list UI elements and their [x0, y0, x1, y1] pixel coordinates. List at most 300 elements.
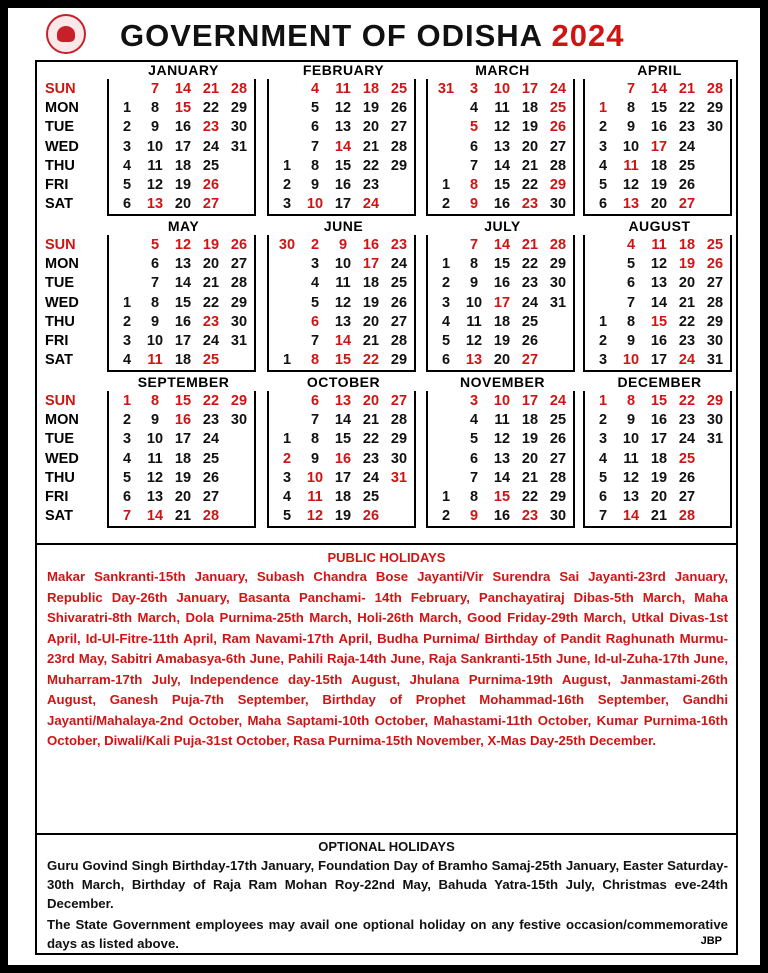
- date-cell: 27: [390, 313, 408, 330]
- date-cell: 9: [310, 450, 320, 467]
- week-row-thu: [585, 312, 730, 331]
- date-cell: 17: [174, 431, 192, 448]
- date-cell: 2: [122, 313, 132, 330]
- date-cell: 21: [174, 508, 192, 525]
- header: [8, 8, 760, 64]
- week-row-fri: [269, 175, 414, 194]
- date-cell: 3: [441, 294, 451, 311]
- date-cell: 1: [598, 99, 608, 116]
- date-cell: 31: [549, 294, 567, 311]
- date-cell: 9: [469, 275, 479, 292]
- date-cell: 4: [626, 236, 636, 253]
- date-cell: 29: [549, 177, 567, 194]
- date-cell: 24: [390, 255, 408, 272]
- month-august: [583, 218, 732, 372]
- date-cell: 1: [598, 392, 608, 409]
- date-cell: 7: [150, 80, 160, 97]
- week-row-mon: [428, 254, 573, 273]
- date-cell: 16: [362, 236, 380, 253]
- day-names-column: [45, 79, 105, 214]
- week-row-sun: [269, 235, 414, 254]
- date-cell: 17: [521, 80, 539, 97]
- date-cell: 18: [650, 450, 668, 467]
- week-row-tue: [269, 274, 414, 293]
- date-cell: 24: [678, 352, 696, 369]
- date-cell: 7: [469, 157, 479, 174]
- date-cell: 22: [362, 157, 380, 174]
- public-holidays-heading: PUBLIC HOLIDAYS: [327, 550, 446, 565]
- date-cell: 30: [230, 119, 248, 136]
- week-row-sat: [109, 195, 254, 214]
- day-name-sun: SUN: [45, 236, 76, 253]
- date-cell: 1: [282, 157, 292, 174]
- month-name: SEPTEMBER: [137, 374, 230, 390]
- date-cell: 23: [202, 411, 220, 428]
- week-row-fri: [109, 487, 254, 506]
- date-cell: 28: [202, 508, 220, 525]
- date-cell: 20: [493, 352, 511, 369]
- date-cell: 20: [362, 119, 380, 136]
- date-cell: 21: [650, 508, 668, 525]
- date-cell: 23: [678, 333, 696, 350]
- date-cell: 1: [441, 177, 451, 194]
- date-cell: 16: [493, 275, 511, 292]
- date-cell: 7: [598, 508, 608, 525]
- date-cell: 22: [521, 177, 539, 194]
- date-cell: 21: [202, 80, 220, 97]
- date-cell: 31: [437, 80, 455, 97]
- date-cell: 17: [650, 138, 668, 155]
- date-cell: 3: [282, 196, 292, 213]
- month-name: MAY: [167, 218, 200, 234]
- week-row-tue: [585, 118, 730, 137]
- date-cell: 15: [334, 431, 352, 448]
- calendar-frame: [35, 60, 738, 955]
- date-cell: 15: [493, 489, 511, 506]
- date-cell: 2: [598, 333, 608, 350]
- date-cell: 18: [521, 411, 539, 428]
- date-cell: 3: [469, 80, 479, 97]
- date-cell: 18: [334, 489, 352, 506]
- date-cell: 15: [334, 352, 352, 369]
- week-row-wed: [428, 449, 573, 468]
- week-row-fri: [269, 487, 414, 506]
- date-cell: 6: [310, 313, 320, 330]
- date-cell: 23: [521, 196, 539, 213]
- date-cell: 19: [174, 177, 192, 194]
- date-cell: 15: [650, 392, 668, 409]
- date-cell: 10: [622, 352, 640, 369]
- date-cell: 14: [650, 294, 668, 311]
- date-cell: 14: [146, 508, 164, 525]
- date-cell: 31: [390, 469, 408, 486]
- week-row-mon: [109, 98, 254, 117]
- date-cell: 26: [678, 469, 696, 486]
- date-cell: 4: [598, 157, 608, 174]
- month-name: OCTOBER: [306, 374, 381, 390]
- date-cell: 30: [706, 333, 724, 350]
- date-cell: 2: [282, 177, 292, 194]
- date-cell: 16: [334, 450, 352, 467]
- date-cell: 25: [678, 450, 696, 467]
- odisha-emblem-icon: [46, 14, 86, 54]
- date-cell: 9: [626, 333, 636, 350]
- week-row-sun: [269, 79, 414, 98]
- date-cell: 11: [147, 352, 163, 369]
- week-row-sun: [585, 391, 730, 410]
- date-cell: 27: [549, 450, 567, 467]
- date-cell: 29: [390, 431, 408, 448]
- date-cell: 10: [146, 333, 164, 350]
- date-cell: 19: [650, 177, 668, 194]
- day-names-column: [45, 391, 105, 526]
- date-cell: 23: [521, 508, 539, 525]
- week-row-sat: [585, 507, 730, 526]
- date-cell: 20: [650, 489, 668, 506]
- date-cell: 15: [493, 255, 511, 272]
- date-cell: 4: [122, 157, 132, 174]
- week-row-sat: [428, 195, 573, 214]
- day-name-thu: THU: [45, 469, 75, 486]
- date-cell: 19: [174, 469, 192, 486]
- week-row-fri: [109, 331, 254, 350]
- date-cell: 20: [174, 196, 192, 213]
- date-cell: 2: [122, 119, 132, 136]
- date-cell: 24: [202, 431, 220, 448]
- date-cell: 13: [622, 489, 640, 506]
- date-cell: 20: [174, 489, 192, 506]
- date-cell: 23: [202, 119, 220, 136]
- optional-holidays-heading: OPTIONAL HOLIDAYS: [318, 839, 455, 854]
- date-cell: 10: [146, 431, 164, 448]
- week-row-sun: [428, 391, 573, 410]
- date-cell: 28: [390, 138, 408, 155]
- date-cell: 24: [202, 138, 220, 155]
- date-cell: 10: [493, 80, 511, 97]
- date-cell: 25: [202, 450, 220, 467]
- week-row-sat: [269, 195, 414, 214]
- date-cell: 3: [122, 138, 132, 155]
- signature-initials: JBP: [700, 935, 722, 947]
- date-cell: 24: [549, 392, 567, 409]
- day-name-wed: WED: [45, 450, 79, 467]
- week-row-wed: [269, 449, 414, 468]
- date-cell: 5: [626, 255, 636, 272]
- date-cell: 9: [150, 119, 160, 136]
- week-row-mon: [109, 254, 254, 273]
- week-row-wed: [428, 137, 573, 156]
- date-cell: 16: [650, 333, 668, 350]
- date-cell: 15: [334, 157, 352, 174]
- date-cell: 24: [549, 80, 567, 97]
- date-cell: 8: [469, 177, 479, 194]
- date-cell: 8: [469, 489, 479, 506]
- date-cell: 23: [202, 313, 220, 330]
- day-names-column: [45, 235, 105, 370]
- date-cell: 9: [469, 196, 479, 213]
- date-cell: 9: [150, 313, 160, 330]
- title-text: GOVERNMENT OF ODISHA: [120, 18, 542, 53]
- month-name: APRIL: [637, 62, 682, 78]
- date-cell: 3: [598, 431, 608, 448]
- date-cell: 15: [174, 99, 192, 116]
- public-holidays-section: [37, 543, 736, 831]
- date-cell: 19: [362, 294, 380, 311]
- date-cell: 12: [334, 99, 352, 116]
- date-cell: 22: [202, 294, 220, 311]
- day-name-sun: SUN: [45, 392, 76, 409]
- date-cell: 24: [678, 138, 696, 155]
- date-cell: 14: [334, 411, 352, 428]
- date-cell: 4: [441, 313, 451, 330]
- week-row-sun: [585, 79, 730, 98]
- date-cell: 23: [362, 450, 380, 467]
- date-cell: 12: [622, 177, 640, 194]
- date-cell: 25: [549, 99, 567, 116]
- date-cell: 23: [390, 236, 408, 253]
- date-cell: 12: [650, 255, 668, 272]
- day-name-tue: TUE: [45, 275, 74, 292]
- date-cell: 9: [626, 411, 636, 428]
- date-cell: 12: [146, 177, 164, 194]
- date-cell: 16: [174, 119, 192, 136]
- date-cell: 5: [469, 119, 479, 136]
- date-cell: 22: [362, 431, 380, 448]
- date-cell: 22: [521, 255, 539, 272]
- month-november: [426, 374, 575, 528]
- date-cell: 12: [622, 469, 640, 486]
- week-row-sat: [428, 351, 573, 370]
- public-holidays-text: Makar Sankranti-15th January, Subash Chandra Bose Jayanti/Vir Surendra Sai Jayanti-23rd January, Republic Day-26th January, Basanta Panchami- 14th February, Panchayatiraj Dibas-5th March, Maha Shivaratri-8th March, Dola Purnima-25th March, Holi-26th March, Good Friday-29th March, Utkal Divas-1st April, Id-Ul-Fitre-11th April, Ram Navami-17th April, Budha Purnima/ Birthday of Pandit Raghunath Murmu-23rd May, Sabitri Amabasya-6th June, Pahili Raja-14th June, Raja Sankranti-15th June, Id-ul-Zuha-17th June, Muharram-17th July, Independence day-15th August, Jhulana Purnima-19th August, Janmastami-26th August, Ganesh Puja-7th September, Birthday of Prophet Mohammad-16th September, Gandhi Jayanti/Mahalaya-2nd October, Maha Saptami-10th October, Mahastami-11th October, Kumar Purnima-16th October, Diwali/Kali Puja-31st October, Rasa Purnima-15th November, X-Mas Day-25th December.: [47, 569, 728, 748]
- date-cell: 2: [598, 119, 608, 136]
- week-row-sat: [269, 507, 414, 526]
- date-cell: 16: [493, 508, 511, 525]
- date-cell: 3: [282, 469, 292, 486]
- week-row-tue: [428, 118, 573, 137]
- date-cell: 24: [678, 431, 696, 448]
- date-cell: 4: [469, 411, 479, 428]
- date-cell: 27: [521, 352, 539, 369]
- optional-holidays-section: [37, 833, 736, 953]
- date-cell: 16: [493, 196, 511, 213]
- date-cell: 30: [230, 313, 248, 330]
- date-cell: 13: [622, 196, 640, 213]
- date-cell: 28: [549, 469, 567, 486]
- date-cell: 22: [202, 392, 220, 409]
- date-cell: 27: [549, 138, 567, 155]
- date-cell: 25: [390, 275, 408, 292]
- date-cell: 14: [493, 236, 511, 253]
- date-cell: 25: [362, 489, 380, 506]
- date-cell: 23: [362, 177, 380, 194]
- date-cell: 2: [441, 508, 451, 525]
- day-name-sun: SUN: [45, 80, 76, 97]
- date-cell: 26: [521, 333, 539, 350]
- date-cell: 28: [230, 275, 248, 292]
- week-row-wed: [585, 293, 730, 312]
- day-name-mon: MON: [45, 255, 79, 272]
- day-name-mon: MON: [45, 411, 79, 428]
- day-name-sat: SAT: [45, 352, 73, 369]
- month-name: JULY: [484, 218, 521, 234]
- date-cell: 17: [521, 392, 539, 409]
- date-cell: 5: [122, 177, 132, 194]
- date-cell: 13: [146, 196, 164, 213]
- date-cell: 21: [362, 333, 380, 350]
- date-cell: 19: [521, 431, 539, 448]
- date-cell: 22: [521, 489, 539, 506]
- date-cell: 17: [493, 294, 511, 311]
- month-october: [267, 374, 416, 528]
- date-cell: 7: [150, 275, 160, 292]
- date-cell: 4: [310, 80, 320, 97]
- date-cell: 30: [549, 508, 567, 525]
- title-year: 2024: [551, 18, 625, 53]
- date-cell: 6: [598, 196, 608, 213]
- date-cell: 26: [678, 177, 696, 194]
- week-row-wed: [269, 293, 414, 312]
- day-name-tue: TUE: [45, 119, 74, 136]
- date-cell: 14: [174, 80, 192, 97]
- date-cell: 17: [334, 469, 352, 486]
- date-cell: 15: [650, 313, 668, 330]
- date-cell: 5: [598, 469, 608, 486]
- date-cell: 6: [122, 489, 132, 506]
- date-cell: 18: [678, 236, 696, 253]
- date-cell: 27: [202, 489, 220, 506]
- date-cell: 7: [310, 333, 320, 350]
- week-row-wed: [428, 293, 573, 312]
- date-cell: 30: [549, 275, 567, 292]
- date-cell: 7: [626, 294, 636, 311]
- date-cell: 31: [230, 333, 248, 350]
- date-cell: 8: [150, 294, 160, 311]
- week-row-tue: [428, 430, 573, 449]
- date-cell: 9: [469, 508, 479, 525]
- date-cell: 28: [549, 236, 567, 253]
- month-december: [583, 374, 732, 528]
- date-cell: 24: [362, 196, 380, 213]
- month-name: DECEMBER: [617, 374, 702, 390]
- date-cell: 20: [202, 255, 220, 272]
- date-cell: 25: [706, 236, 724, 253]
- date-cell: 13: [493, 450, 511, 467]
- date-cell: 21: [678, 80, 696, 97]
- date-cell: 11: [466, 313, 482, 330]
- date-cell: 12: [493, 431, 511, 448]
- date-cell: 30: [230, 411, 248, 428]
- week-row-thu: [269, 312, 414, 331]
- date-cell: 19: [334, 508, 352, 525]
- date-cell: 14: [650, 80, 668, 97]
- date-cell: 9: [338, 236, 348, 253]
- optional-holidays-note: The State Government employees may avail one optional holiday on any festive occasion/commemorative days as listed above.: [47, 917, 728, 951]
- week-row-tue: [109, 274, 254, 293]
- week-row-tue: [585, 274, 730, 293]
- date-cell: 13: [493, 138, 511, 155]
- date-cell: 18: [174, 450, 192, 467]
- date-cell: 31: [706, 431, 724, 448]
- date-cell: 2: [122, 411, 132, 428]
- week-row-tue: [109, 118, 254, 137]
- date-cell: 29: [549, 489, 567, 506]
- date-cell: 16: [174, 313, 192, 330]
- date-cell: 10: [622, 138, 640, 155]
- date-cell: 21: [521, 469, 539, 486]
- date-cell: 17: [174, 333, 192, 350]
- date-cell: 10: [306, 469, 324, 486]
- month-march: [426, 62, 575, 216]
- week-row-tue: [428, 274, 573, 293]
- date-cell: 27: [390, 119, 408, 136]
- date-cell: 7: [469, 236, 479, 253]
- date-cell: 6: [598, 489, 608, 506]
- optional-holidays-text: Guru Govind Singh Birthday-17th January, Foundation Day of Bramho Samaj-25th January, Easter Saturday-30th March, Birthday of Raja Ram Mohan Roy-22nd May, Bahuda Yatra-15th July, Christmas eve-24th December.: [47, 858, 728, 911]
- week-row-mon: [585, 410, 730, 429]
- week-row-fri: [585, 175, 730, 194]
- date-cell: 20: [362, 392, 380, 409]
- date-cell: 10: [306, 196, 324, 213]
- month-name: JUNE: [323, 218, 364, 234]
- month-september: [107, 374, 256, 528]
- date-cell: 8: [626, 99, 636, 116]
- date-cell: 7: [310, 411, 320, 428]
- date-cell: 10: [622, 431, 640, 448]
- date-cell: 29: [706, 313, 724, 330]
- date-cell: 2: [282, 450, 292, 467]
- date-cell: 11: [494, 99, 510, 116]
- date-cell: 25: [549, 411, 567, 428]
- week-row-sat: [585, 195, 730, 214]
- week-row-mon: [585, 254, 730, 273]
- date-cell: 19: [493, 333, 511, 350]
- date-cell: 14: [493, 157, 511, 174]
- week-row-fri: [109, 175, 254, 194]
- date-cell: 21: [678, 294, 696, 311]
- date-cell: 6: [441, 352, 451, 369]
- date-cell: 28: [390, 333, 408, 350]
- date-cell: 29: [549, 255, 567, 272]
- date-cell: 18: [493, 313, 511, 330]
- date-cell: 19: [521, 119, 539, 136]
- date-cell: 5: [310, 294, 320, 311]
- date-cell: 8: [150, 99, 160, 116]
- date-cell: 28: [230, 80, 248, 97]
- date-cell: 20: [678, 275, 696, 292]
- date-cell: 18: [362, 275, 380, 292]
- date-cell: 9: [626, 119, 636, 136]
- date-cell: 1: [122, 99, 132, 116]
- date-cell: 9: [310, 177, 320, 194]
- date-cell: 26: [549, 431, 567, 448]
- month-july: [426, 218, 575, 372]
- date-cell: 6: [150, 255, 160, 272]
- date-cell: 29: [230, 99, 248, 116]
- date-cell: 27: [706, 275, 724, 292]
- date-cell: 8: [150, 392, 160, 409]
- date-cell: 28: [549, 157, 567, 174]
- week-row-sun: [109, 79, 254, 98]
- date-cell: 1: [122, 392, 132, 409]
- week-row-tue: [269, 430, 414, 449]
- date-cell: 25: [390, 80, 408, 97]
- day-name-wed: WED: [45, 294, 79, 311]
- week-row-tue: [585, 430, 730, 449]
- date-cell: 2: [598, 411, 608, 428]
- week-row-thu: [109, 156, 254, 175]
- date-cell: 18: [174, 352, 192, 369]
- date-cell: 12: [306, 508, 324, 525]
